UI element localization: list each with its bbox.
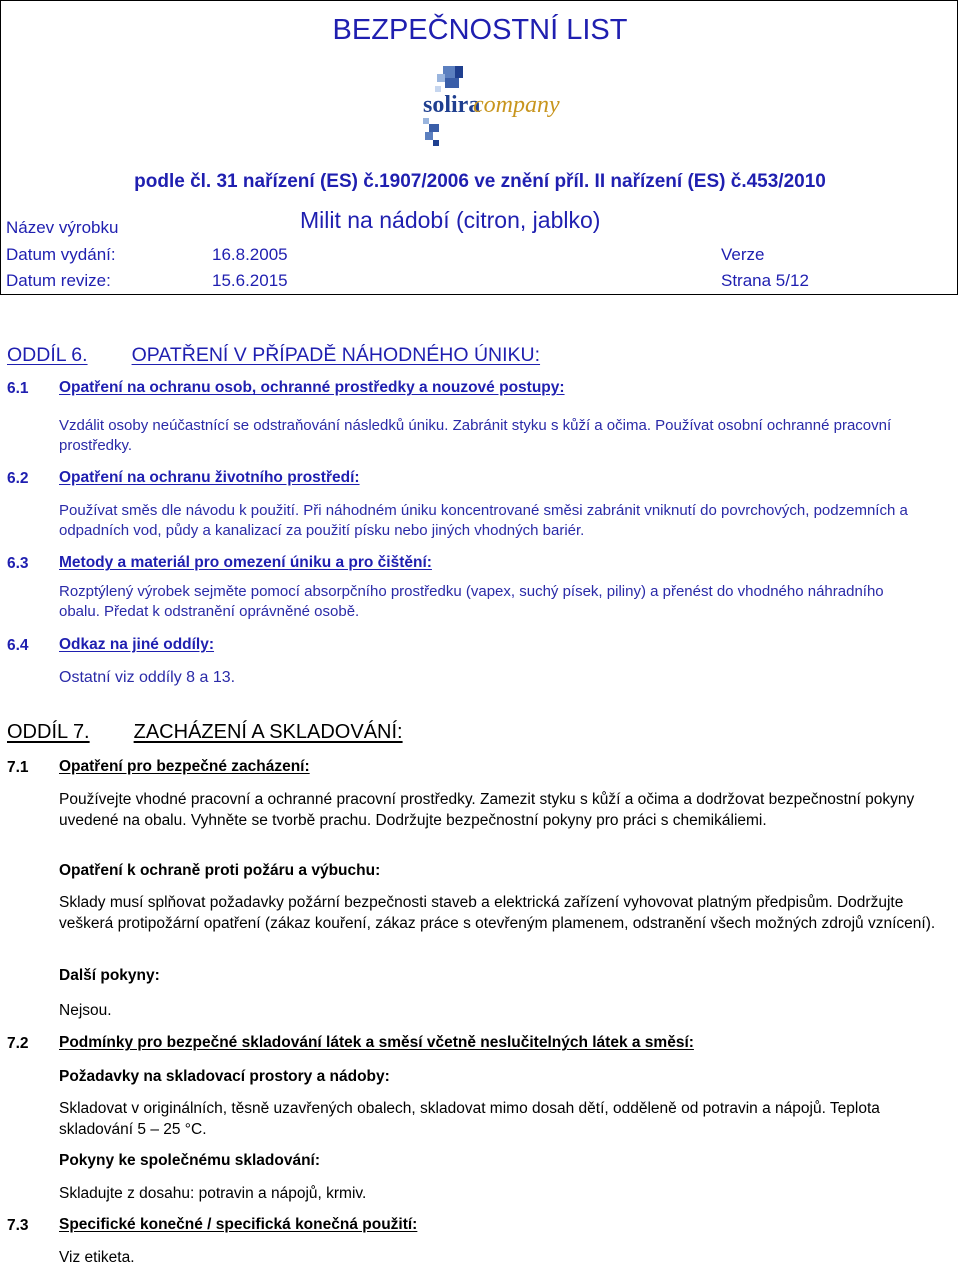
joint-storage-text: Skladujte z dosahu: potravin a nápojů, krmiv. xyxy=(59,1185,367,1202)
section7-number: ODDÍL 7. xyxy=(7,721,90,743)
s64-text: Ostatní viz oddíly 8 a 13. xyxy=(59,669,236,686)
joint-storage-label: Pokyny ke společnému skladování: xyxy=(59,1152,321,1169)
section7-heading xyxy=(7,721,403,744)
s73-text: Viz etiketa. xyxy=(59,1249,135,1266)
s64-number: 6.4 xyxy=(7,637,29,654)
s72-number: 7.2 xyxy=(7,1035,29,1052)
s73-title: Specifické konečné / specifická konečná použití: xyxy=(59,1216,418,1233)
revision-label: Datum revize: xyxy=(6,271,111,290)
issue-label: Datum vydání: xyxy=(6,245,116,264)
section6-number: ODDÍL 6. xyxy=(7,344,88,366)
s71-number: 7.1 xyxy=(7,759,29,776)
s62-title: Opatření na ochranu životního prostředí: xyxy=(59,469,360,486)
page-number: Strana 5/12 xyxy=(721,271,809,290)
document-title: BEZPEČNOSTNÍ LIST xyxy=(332,14,628,46)
s63-number: 6.3 xyxy=(7,555,29,572)
product-name: Milit na nádobí (citron, jablko) xyxy=(300,207,601,233)
s62-number: 6.2 xyxy=(7,470,29,487)
s63-title: Metody a materiál pro omezení úniku a pro čištění: xyxy=(59,554,432,571)
s71-text: Používejte vhodné pracovní a ochranné pracovní prostředky. Zamezit styku s kůží a očima a dodržovat bezpečnostní pokyny uvedené na obalu. Vyhněte se tvorbě prachu. Dodržujte bezpečnostní pokyny pro práci s chemikáliemi. xyxy=(59,791,915,829)
version-label: Verze xyxy=(721,245,765,264)
s61-title: Opatření na ochranu osob, ochranné prostředky a nouzové postupy: xyxy=(59,379,565,396)
logo-text-left: solira xyxy=(423,92,481,118)
s61-number: 6.1 xyxy=(7,380,29,397)
other-label: Další pokyny: xyxy=(59,967,160,984)
s64-title: Odkaz na jiné oddíly: xyxy=(59,636,215,653)
storage-req-text: Skladovat v originálních, těsně uzavřených obalech, skladovat mimo dosah dětí, odděleně od potravin a nápojů. Teplota skladování 5 – 25 °C. xyxy=(59,1100,880,1138)
s72-title: Podmínky pro bezpečné skladování látek a směsí včetně neslučitelných látek a směsí: xyxy=(59,1034,694,1051)
other-text: Nejsou. xyxy=(59,1002,112,1019)
fire-text: Sklady musí splňovat požadavky požární bezpečnosti staveb a elektrická zařízení vyhovovat platným předpisům. Dodržujte veškerá protipožární opatření (zákaz kouření, zákaz práce s otevřeným plamenem, odstranění všech možných zdrojů vznícení). xyxy=(59,894,936,932)
s62-text: Používat směs dle návodu k použití. Při náhodném úniku koncentrované směsi zabránit vniknutí do povrchových, podzemních a odpadních vod, půdy a kanalizací za použití písku nebo jiných vhodných bariér. xyxy=(59,502,908,539)
s73-number: 7.3 xyxy=(7,1217,29,1234)
revision-date: 15.6.2015 xyxy=(212,271,288,290)
section6-heading xyxy=(7,344,540,367)
company-logo xyxy=(415,60,560,156)
s71-title: Opatření pro bezpečné zacházení: xyxy=(59,758,310,775)
storage-req-label: Požadavky na skladovací prostory a nádoby: xyxy=(59,1068,390,1085)
section6-title: OPATŘENÍ V PŘÍPADĚ NÁHODNÉHO ÚNIKU: xyxy=(131,344,541,366)
product-label: Název výrobku xyxy=(6,218,119,237)
regulation-line: podle čl. 31 nařízení (ES) č.1907/2006 ve znění příl. II nařízení (ES) č.453/2010 xyxy=(134,171,826,192)
s63-text: Rozptýlený výrobek sejměte pomocí absorpčního prostředku (vapex, suchý písek, piliny) a přenést do vhodného náhradního obalu. Předat k odstranění oprávněné osobě. xyxy=(59,583,884,620)
issue-date: 16.8.2005 xyxy=(212,245,288,264)
logo-text-right: company xyxy=(473,92,560,118)
section7-title: ZACHÁZENÍ A SKLADOVÁNÍ: xyxy=(133,721,403,743)
s61-text: Vzdálit osoby neúčastnící se odstraňování následků úniku. Zabránit styku s kůží a očima. Používat osobní ochranné pracovní prostředky. xyxy=(59,417,892,454)
fire-label: Opatření k ochraně proti požáru a výbuchu: xyxy=(59,862,381,879)
